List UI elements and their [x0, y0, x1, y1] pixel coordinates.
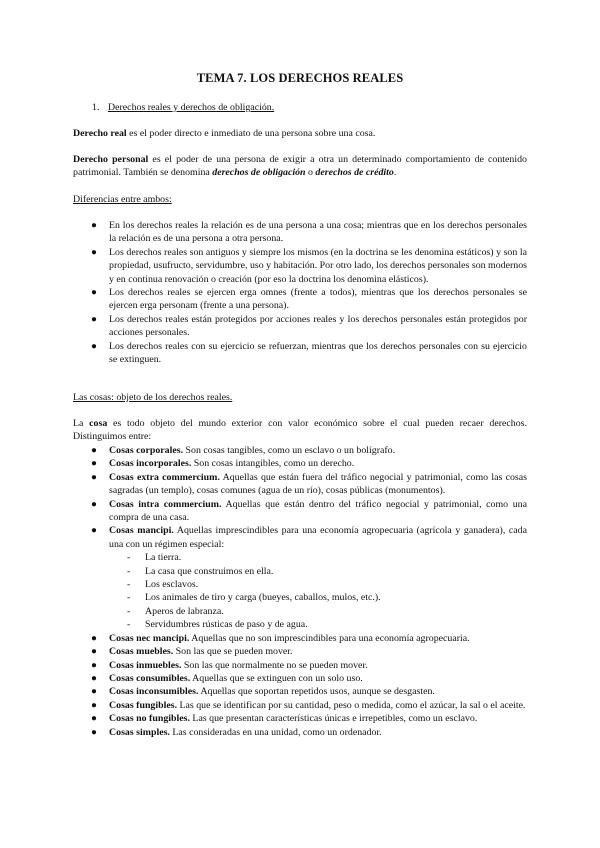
list-item: ● Cosas extra commercium. Aquellas que están fuera del tráfico negocial y patrimonial, como las cosas sagradas (un templo), cosas comunes (agua de un río), cosas públicas (monumentos).	[91, 471, 527, 497]
list-item: ● Cosas inmuebles. Son las que normalmente no se pueden mover.	[91, 659, 368, 671]
intro-text: es todo objeto del mundo exterior con valor económico sobre el cual pueden recaer derechos. Distinguimos entre:	[73, 418, 527, 443]
item-text: Las que se identifican por su cantidad, peso o medida, como el azúcar, la sal o el aceite.	[177, 699, 526, 711]
list-item-text: Los derechos reales con su ejercicio se refuerzan, mientras que los derechos personales con su ejercicio se extinguen.	[109, 340, 527, 366]
item-term: Cosas consumibles.	[109, 672, 191, 684]
connector: o	[305, 167, 316, 179]
list-item: ● En los derechos reales la relación es de una persona a una cosa; mientras que en los derechos personales la relación es de una persona a otra persona.	[91, 220, 527, 245]
item-text: Aquellas que están dentro del tráfico negocial y patrimonial, como una compra de una casa.	[109, 498, 527, 524]
item-term: Cosas extra commercium.	[109, 471, 220, 483]
list-item: ● Cosas inconsumibles. Aquellas que soportan repetidos usos, aunque se desgasten.	[91, 686, 435, 698]
sublist-item: - La casa que construimos en ella.	[127, 565, 274, 577]
things-list	[73, 444, 527, 739]
item-text: Las que presentan características únicas e irrepetibles, como un esclavo.	[189, 713, 478, 725]
definition-personal	[73, 153, 527, 180]
list-item-text: Los derechos reales son antiguos y siempre los mismos (en la doctrina se les denomina estáticos) y son la propiedad, usufructo, servidumbre, uso y habitación. Por otro lado, los derechos personales son modernos y en continua renovación o creación (por eso la doctrina los denomina elásticos).	[109, 246, 527, 285]
item-term: Cosas nec mancipi.	[109, 632, 190, 644]
item-text: Son cosas tangibles, como un esclavo o un bolígrafo.	[183, 445, 396, 456]
list-item-text: Los derechos reales se ejercen erga omnes (frente a todos), mientras que los derechos personales se ejercen erga personam (frente a una persona).	[109, 287, 527, 312]
item-text: Aquellas que no son imprescindibles para una economía agropecuaria.	[189, 632, 470, 644]
list-item: ● Cosas corporales. Son cosas tangibles, como un esclavo o un bolígrafo.	[91, 445, 396, 456]
page-title: TEMA 7. LOS DERECHOS REALES	[196, 71, 404, 85]
list-item: ● Cosas nec mancipi. Aquellas que no son imprescindibles para una economía agropecuaria.	[91, 632, 470, 644]
item-term: Cosas corporales.	[109, 445, 184, 456]
alt-term-credito: derechos de crédito	[315, 167, 394, 179]
sublist-item: - Servidumbres rústicas de paso y de agua.	[127, 619, 308, 631]
sublist-item-text: La tierra.	[145, 552, 182, 564]
item-term: Cosas mancipi.	[109, 525, 174, 537]
item-term: Cosas simples.	[109, 726, 170, 738]
list-item-text: En los derechos reales la relación es de una persona a una cosa; mientras que en los derechos personales la relación es de una persona a otra persona.	[109, 220, 527, 245]
item-text: Aquellas que soportan repetidos usos, aunque se desgasten.	[198, 686, 435, 698]
item-term: Cosas inconsumibles.	[109, 686, 199, 698]
list-item: ● Cosas no fungibles. Las que presentan características únicas e irrepetibles, como un esclavo.	[91, 713, 478, 725]
differences-heading: Diferencias entre ambos:	[73, 194, 172, 205]
item-text: Las consideradas en una unidad, como un ordenador.	[169, 726, 382, 738]
sublist-item: - La tierra.	[127, 552, 182, 564]
term-derecho-personal: Derecho personal	[73, 154, 149, 165]
item-term: Cosas incorporales.	[109, 458, 192, 470]
item-text: Aquellas imprescindibles para una economía agropecuaria (agrícola y ganadera), cada una con un régimen especial:	[109, 525, 527, 550]
list-item: ● Cosas fungibles. Las que se identifican por su cantidad, peso o medida, como el azúcar, la sal o el aceite.	[91, 699, 526, 711]
alt-term-obligacion: derechos de obligación	[212, 167, 306, 179]
list-item: ● Cosas muebles. Son las que se pueden mover.	[91, 646, 293, 658]
term-derecho-real: Derecho real	[73, 128, 127, 139]
mancipi-sublist	[109, 551, 527, 631]
item-term: Cosas inmuebles.	[109, 659, 182, 671]
list-item: ● Cosas simples. Las consideradas en una unidad, como un ordenador.	[91, 726, 382, 738]
item-term: Cosas muebles.	[109, 646, 174, 658]
term-cosa: cosa	[89, 418, 108, 429]
list-item: ● Cosas mancipi. Aquellas imprescindibles para una economía agropecuaria (agrícola y ganadera), cada una con un régimen especial: - La tierra. - La casa que construimos en ella. - Los esclavos. - Los animales de tiro y carga (bueyes, caballos, mulos, etc.). - Aperos de labranza. - Servidumbres rústicas de paso y de agua.	[91, 525, 527, 631]
item-text: Son las que normalmente no se pueden mover.	[181, 659, 368, 671]
definition-text: es el poder directo e inmediato de una persona sobre una cosa.	[126, 128, 376, 139]
sublist-item: - Los animales de tiro y carga (bueyes, caballos, mulos, etc.).	[127, 592, 381, 604]
differences-list	[73, 219, 527, 366]
things-heading: Las cosas: objeto de los derechos reales.	[73, 392, 233, 403]
sublist-item-text: Aperos de labranza.	[145, 605, 224, 617]
item-text: Aquellas que se extinguen con un solo uso.	[190, 672, 363, 684]
item-text: Aquellas que están fuera del tráfico negocial y patrimonial, como las cosas sagradas (un templo), cosas comunes (agua de un río), cosas públicas (monumentos).	[109, 471, 527, 497]
list-item: ● Los derechos reales se ejercen erga omnes (frente a todos), mientras que los derechos personales se ejercen erga personam (frente a una persona).	[91, 287, 527, 312]
sublist-item-text: Los esclavos.	[145, 579, 199, 591]
list-item: ● Cosas consumibles. Aquellas que se extinguen con un solo uso.	[91, 672, 363, 684]
sublist-item: - Los esclavos.	[127, 579, 199, 591]
item-term: Cosas intra commercium.	[109, 498, 222, 510]
section-number: 1.	[92, 102, 100, 113]
item-term: Cosas no fungibles.	[109, 713, 190, 725]
item-text: Son las que se pueden mover.	[173, 646, 293, 658]
list-item: ● Cosas incorporales. Son cosas intangibles, como un derecho.	[91, 458, 355, 470]
list-item: ● Los derechos reales con su ejercicio se refuerzan, mientras que los derechos personales con su ejercicio se extinguen.	[91, 340, 527, 366]
item-text: Son cosas intangibles, como un derecho.	[191, 458, 355, 470]
list-item: ● Cosas intra commercium. Aquellas que están dentro del tráfico negocial y patrimonial, como una compra de una casa.	[91, 498, 527, 524]
sublist-item: - Aperos de labranza.	[127, 605, 224, 617]
list-item: ● Los derechos reales son antiguos y siempre los mismos (en la doctrina se les denomina estáticos) y son la propiedad, usufructo, servidumbre, uso y habitación. Por otro lado, los derechos personales son modernos y en continua renovación o creación (por eso la doctrina los denomina elásticos).	[91, 246, 527, 285]
list-item-text: Los derechos reales están protegidos por acciones reales y los derechos personales están protegidos por acciones personales.	[109, 313, 527, 339]
sublist-item-text: La casa que construimos en ella.	[145, 565, 274, 577]
intro-text: La	[73, 418, 90, 429]
sublist-item-text: Servidumbres rústicas de paso y de agua.	[145, 619, 308, 631]
item-term: Cosas fungibles.	[109, 699, 178, 711]
section-title: Derechos reales y derechos de obligación.	[108, 102, 275, 113]
section-heading	[92, 102, 274, 113]
list-item: ● Los derechos reales están protegidos por acciones reales y los derechos personales están protegidos por acciones personales.	[91, 313, 527, 339]
sublist-item-text: Los animales de tiro y carga (bueyes, caballos, mulos, etc.).	[145, 592, 381, 604]
things-intro	[73, 417, 527, 444]
definition-real	[73, 127, 527, 140]
period: .	[393, 167, 397, 179]
definition-text: es el poder de una persona de exigir a otra un determinado comportamiento de contenido patrimonial. También se denomina	[73, 154, 527, 179]
